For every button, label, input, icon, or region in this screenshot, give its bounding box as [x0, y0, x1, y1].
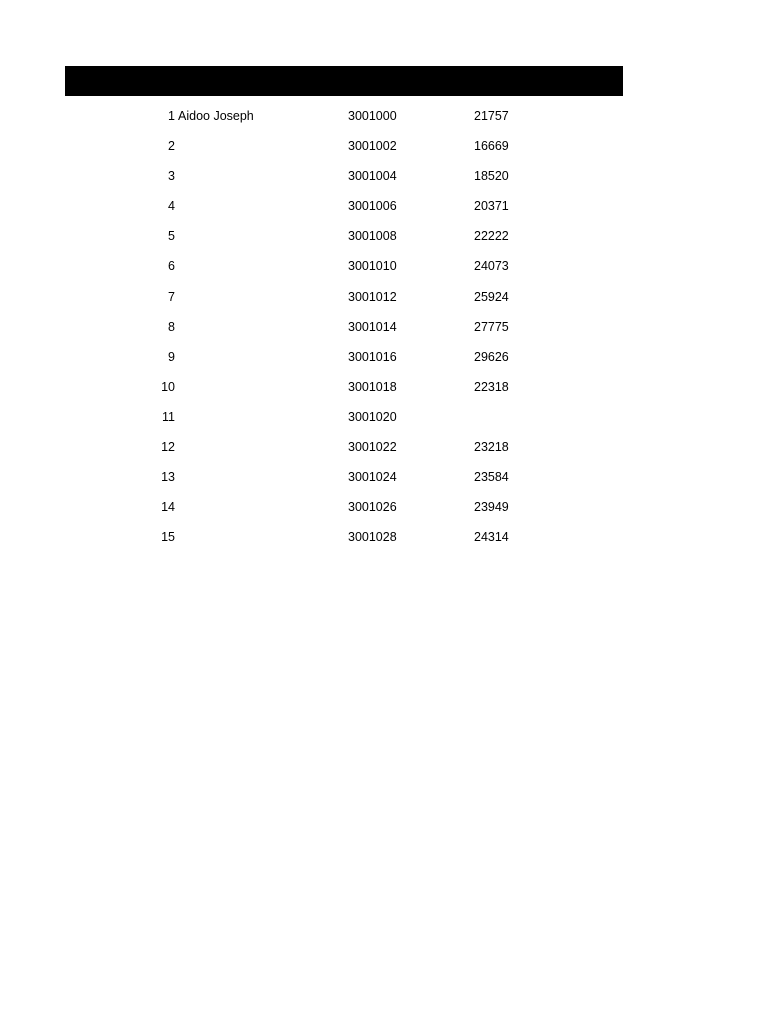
row-id: 3001026 [348, 500, 397, 515]
row-number: 10 [161, 379, 175, 394]
table-row [0, 462, 768, 492]
row-number: 1 [168, 109, 175, 123]
table-header-bar [65, 66, 623, 96]
row-amount: 23949 [474, 500, 509, 515]
row-amount: 22318 [474, 379, 509, 394]
row-id: 3001012 [348, 289, 397, 304]
row-amount: 27775 [474, 319, 509, 334]
table-row [0, 131, 768, 161]
row-number: 4 [168, 199, 175, 214]
row-number: 15 [161, 530, 175, 545]
row-number: 3 [168, 169, 175, 184]
table-row [0, 221, 768, 251]
row-id: 3001004 [348, 169, 397, 184]
row-amount: 24314 [474, 530, 509, 545]
row-number: 8 [168, 319, 175, 334]
row-id: 3001008 [348, 229, 397, 244]
row-id: 3001024 [348, 470, 397, 485]
row-number: 5 [168, 229, 175, 244]
table-row [0, 191, 768, 221]
row-number: 12 [161, 440, 175, 455]
row-id: 3001006 [348, 199, 397, 214]
row-id: 3001002 [348, 139, 397, 154]
row-id: 3001000 [348, 109, 397, 123]
table-row [0, 402, 768, 432]
row-amount: 25924 [474, 289, 509, 304]
row-amount: 16669 [474, 139, 509, 154]
row-id: 3001016 [348, 349, 397, 364]
table-row [0, 432, 768, 462]
row-id: 3001022 [348, 440, 397, 455]
table-row [0, 522, 768, 552]
data-table [0, 101, 768, 552]
table-row [0, 492, 768, 522]
row-amount: 24073 [474, 259, 509, 274]
row-number: 13 [161, 470, 175, 485]
table-row [0, 101, 768, 131]
row-id: 3001020 [348, 409, 397, 424]
row-amount: 21757 [474, 109, 509, 123]
row-id: 3001028 [348, 530, 397, 545]
row-amount: 23218 [474, 440, 509, 455]
table-row [0, 372, 768, 402]
table-row [0, 312, 768, 342]
table-row [0, 251, 768, 281]
table-row [0, 161, 768, 191]
row-amount: 22222 [474, 229, 509, 244]
row-amount: 23584 [474, 470, 509, 485]
row-id: 3001014 [348, 319, 397, 334]
row-number: 2 [168, 139, 175, 154]
row-number: 7 [168, 289, 175, 304]
row-id: 3001018 [348, 379, 397, 394]
table-row [0, 282, 768, 312]
row-number: 9 [168, 349, 175, 364]
table-row [0, 342, 768, 372]
row-amount: 20371 [474, 199, 509, 214]
row-amount: 18520 [474, 169, 509, 184]
row-number: 11 [162, 409, 175, 424]
row-amount: 29626 [474, 349, 509, 364]
row-number: 14 [161, 500, 175, 515]
row-name: Aidoo Joseph [178, 109, 254, 123]
row-id: 3001010 [348, 259, 397, 274]
row-number: 6 [168, 259, 175, 274]
